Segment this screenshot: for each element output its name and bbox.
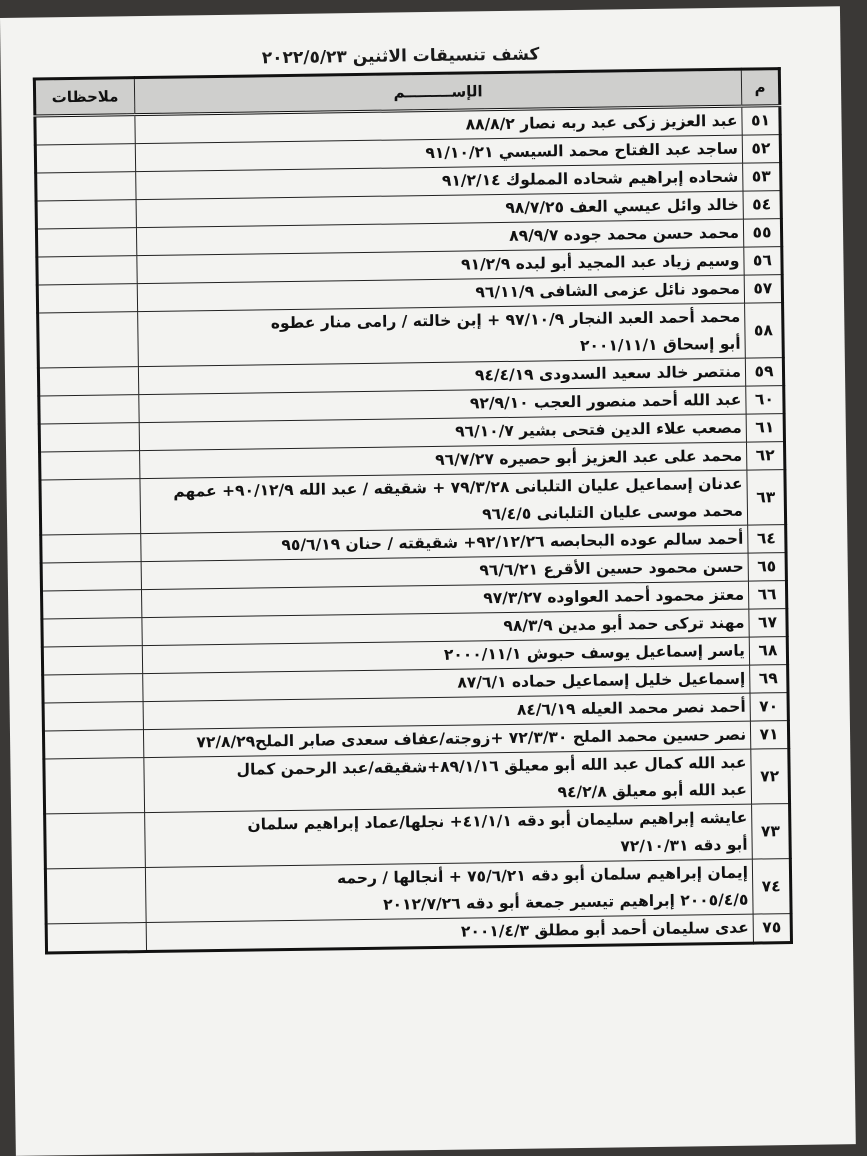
row-number: ٦٤ [748, 525, 786, 554]
row-notes-cell [36, 200, 136, 229]
row-notes-cell [45, 868, 146, 924]
row-number: ٧١ [750, 721, 788, 750]
row-number: ٧٠ [750, 693, 788, 722]
row-number: ٥٢ [742, 135, 780, 164]
row-notes-cell [42, 590, 142, 619]
row-notes-cell [35, 115, 135, 145]
row-number: ٦٣ [747, 470, 786, 526]
row-notes-cell [37, 256, 137, 285]
row-number: ٥٥ [743, 219, 781, 248]
name-line: محمد أحمد العبد النجار ٩٧/١٠/٩ + إبن خالته / رامى منار عطوه [270, 307, 741, 333]
name-line: وسيم زياد عبد المجيد أبو لبده ٩١/٢/٩ [460, 251, 740, 274]
row-number: ٦٢ [746, 442, 784, 471]
name-line: نصر حسين محمد الملح ٧٢/٣/٣٠ +زوجته/عفاف سعدى صابر الملح٧٢/٨/٢٩ [196, 725, 747, 752]
name-line: مصعب علاء الدين فتحى بشير ٩٦/١٠/٧ [455, 418, 742, 441]
row-notes-cell [37, 284, 137, 313]
row-notes-cell [35, 144, 135, 173]
row-notes-cell [42, 646, 142, 675]
row-notes-cell [40, 479, 141, 535]
row-notes-cell [36, 228, 136, 257]
header-num: م [741, 69, 780, 107]
row-number: ٥٩ [745, 358, 783, 387]
name-line: أحمد سالم عوده البحابصه ٩٢/١٢/٢٦+ شقيقته / حنان ٩٥/٦/١٩ [281, 529, 744, 555]
row-number: ٥١ [742, 106, 780, 136]
row-number: ٧٤ [752, 859, 791, 915]
name-line: مهند تركى حمد أبو مدين ٩٨/٣/٩ [503, 613, 745, 636]
name-line: محمود نائل عزمى الشافى ٩٦/١١/٩ [475, 279, 740, 302]
name-line: ساجد عبد الفتاح محمد السيسي ٩١/١٠/٢١ [425, 139, 739, 163]
table-row [40, 470, 786, 535]
name-line: عبد الله أبو معيلق ٩٤/٢/٨ [557, 780, 747, 802]
name-line: عبد العزيز زكى عبد ربه نصار ٨٨/٨/٢ [465, 111, 738, 134]
name-line: عبد الله أحمد منصور العجب ٩٢/٩/١٠ [469, 390, 742, 413]
row-number: ٦٧ [749, 609, 787, 638]
name-line: أبو إسحاق ٢٠٠١/١١/١ [579, 334, 741, 355]
row-notes-cell [43, 674, 143, 703]
row-notes-cell [42, 618, 142, 647]
name-line: شحاده إبراهيم شحاده المملوك ٩١/٢/١٤ [441, 167, 739, 190]
name-line: محمد حسن محمد جوده ٨٩/٩/٧ [509, 223, 740, 245]
row-number: ٦١ [746, 414, 784, 443]
header-name: الإســـــــــم [134, 69, 741, 114]
row-notes-cell [44, 758, 145, 814]
name-line: أبو دقه ٧٢/١٠/٣١ [620, 835, 748, 856]
name-line: إيمان إبراهيم سلمان أبو دقه ٧٥/٦/٢١ + أنجالها / رحمه [336, 863, 749, 888]
row-number: ٥٣ [743, 163, 781, 192]
name-line: عايشه إبراهيم سليمان أبو دقه ٤١/١/١+ نجلها/عماد إبراهيم سلمان [247, 808, 748, 834]
table-row [38, 303, 784, 368]
row-notes-cell [39, 423, 139, 452]
row-notes-cell [40, 451, 140, 480]
row-name-cell [145, 859, 753, 922]
row-name-cell [138, 303, 746, 366]
row-number: ٧٥ [753, 914, 791, 944]
row-number: ٥٤ [743, 191, 781, 220]
name-line: معتز محمود أحمد العواوده ٩٧/٣/٢٧ [483, 585, 745, 608]
table-row [45, 859, 791, 924]
row-notes-cell [43, 702, 143, 731]
header-notes: ملاحظات [34, 78, 135, 116]
row-number: ٦٨ [749, 637, 787, 666]
row-notes-cell [46, 923, 146, 953]
name-line: محمد موسى عليان التلبانى ٩٦/٤/٥ [482, 501, 744, 524]
name-line: إسماعيل خليل إسماعيل حماده ٨٧/٦/١ [457, 669, 746, 692]
name-line: أحمد نصر محمد العيله ٨٤/٦/١٩ [516, 697, 746, 719]
row-notes-cell [38, 312, 139, 368]
row-notes-cell [41, 562, 141, 591]
row-name-cell [145, 804, 753, 867]
name-line: خالد وائل عيسي العف ٩٨/٧/٢٥ [505, 195, 739, 217]
row-notes-cell [41, 534, 141, 563]
name-line: ٢٠٠٥/٤/٥ إبراهيم تيسير جمعة أبو دقه ٢٠١٢/٧/٢٦ [382, 890, 749, 914]
name-line: محمد على عبد العزيز أبو حصيره ٩٦/٧/٢٧ [435, 446, 743, 469]
row-number: ٥٨ [745, 303, 784, 359]
table-row [44, 749, 790, 814]
name-line: عبد الله كمال عبد الله أبو معيلق ٨٩/١/١٦+شقيقه/عبد الرحمن كمال [236, 753, 747, 779]
row-number: ٦٥ [748, 553, 786, 582]
row-name-cell [144, 749, 752, 812]
table-row [45, 804, 791, 869]
row-number: ٧٢ [751, 749, 790, 805]
name-line: حسن محمود حسين الأقرع ٩٦/٦/٢١ [479, 557, 744, 580]
row-number: ٦٩ [750, 665, 788, 694]
row-number: ٦٦ [748, 581, 786, 610]
row-number: ٥٧ [744, 275, 782, 304]
name-line: منتصر خالد سعيد السدودى ٩٤/٤/١٩ [474, 362, 742, 385]
row-notes-cell [36, 172, 136, 201]
row-notes-cell [38, 367, 138, 396]
paper-sheet [0, 6, 856, 1156]
name-line: عدى سليمان أحمد أبو مطلق ٢٠٠١/٤/٣ [460, 918, 749, 941]
row-number: ٦٠ [746, 386, 784, 415]
name-line: ياسر إسماعيل يوسف حبوش ٢٠٠٠/١١/١ [443, 641, 746, 664]
row-notes-cell [45, 813, 146, 869]
row-name-cell [140, 470, 748, 533]
row-number: ٥٦ [744, 247, 782, 276]
row-notes-cell [39, 395, 139, 424]
row-notes-cell [43, 730, 143, 759]
names-table [33, 67, 793, 954]
row-number: ٧٣ [752, 804, 791, 860]
name-line: عدنان إسماعيل عليان التلبانى ٧٩/٣/٢٨ + شقيقه / عبد الله ٩٠/١٢/٩+ عمهم [173, 474, 743, 501]
document-title: كشف تنسيقات الاثنين ٢٠٢٢/٥/٢٣ [261, 44, 540, 69]
